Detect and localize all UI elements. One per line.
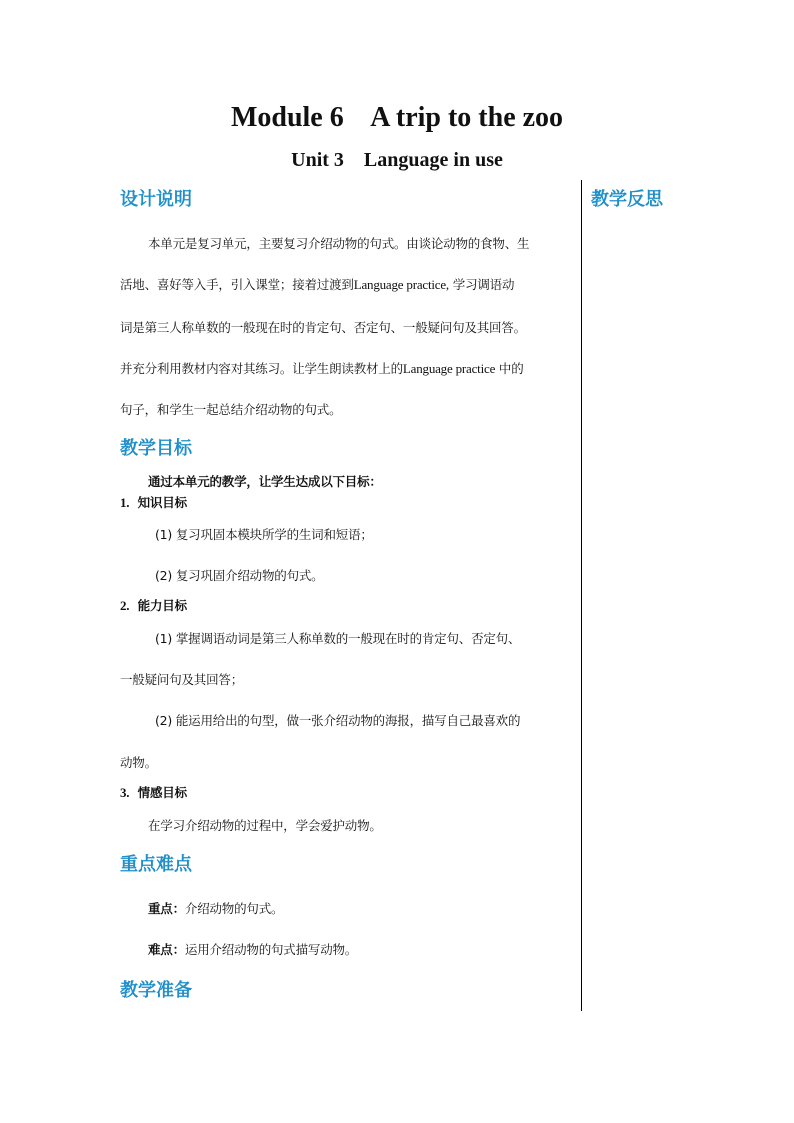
goals-heading: 教学目标 xyxy=(120,438,192,459)
design-line-2 xyxy=(120,277,580,293)
design-line-4-b: 中的 xyxy=(495,361,524,376)
design-line-4-a: 并充分利用教材内容对其练习。让学生朗读教材上的 xyxy=(120,361,403,376)
design-line-2-latin: Language practice, xyxy=(353,277,449,292)
emotion-goal-label: 情感目标 xyxy=(137,785,187,800)
page-subtitle: Unit 3 Language in use xyxy=(291,149,503,171)
ability-goal-2-line-1: (2) 能运用给出的句型，做一张介绍动物的海报，描写自己最喜欢的 xyxy=(155,713,521,728)
design-line-3: 词是第三人称单数的一般现在时的肯定句、否定句、一般疑问句及其回答。 xyxy=(120,320,526,335)
ability-goal-1-line-2: 一般疑问句及其回答； xyxy=(120,672,244,687)
ability-goal-1-line-1: (1) 掌握调语动词是第三人称单数的一般现在时的肯定句、否定句、 xyxy=(155,631,521,646)
key-points-heading: 重点难点 xyxy=(120,854,192,875)
design-line-5: 句子，和学生一起总结介绍动物的句式。 xyxy=(120,402,342,417)
design-line-4 xyxy=(120,361,580,377)
ability-goal-2-line-2: 动物。 xyxy=(120,755,157,770)
key-point-text: 介绍动物的句式。 xyxy=(184,901,284,916)
key-point xyxy=(148,901,608,917)
key-point-label: 重点： xyxy=(148,901,185,916)
column-divider xyxy=(581,180,582,1011)
knowledge-goal-title xyxy=(120,495,580,511)
reflection-heading: 教学反思 xyxy=(591,189,663,210)
ability-goal-label: 能力目标 xyxy=(137,598,187,613)
goals-intro: 通过本单元的教学，让学生达成以下目标： xyxy=(148,474,382,489)
difficulty-point-label: 难点： xyxy=(148,942,185,957)
design-line-2-b: 学习调语动 xyxy=(449,277,515,292)
emotion-goal-1: 在学习介绍动物的过程中，学会爱护动物。 xyxy=(148,818,382,833)
difficulty-point-text: 运用介绍动物的句式描写动物。 xyxy=(184,942,358,957)
page-title: Module 6 A trip to the zoo xyxy=(230,102,564,133)
preparation-heading: 教学准备 xyxy=(120,980,192,1001)
emotion-goal-title xyxy=(120,785,580,801)
knowledge-goal-1: (1) 复习巩固本模块所学的生词和短语； xyxy=(155,527,373,542)
design-heading: 设计说明 xyxy=(120,189,192,210)
emotion-goal-number: 3. xyxy=(120,785,130,800)
knowledge-goal-number: 1. xyxy=(120,495,130,510)
ability-goal-title xyxy=(120,598,580,614)
design-line-2-a: 活地、喜好等入手，引入课堂；接着过渡到 xyxy=(120,277,354,292)
difficulty-point xyxy=(148,942,608,958)
knowledge-goal-label: 知识目标 xyxy=(137,495,187,510)
design-line-4-latin: Language practice xyxy=(402,361,496,376)
design-line-1: 本单元是复习单元，主要复习介绍动物的句式。由谈论动物的食物、生 xyxy=(148,236,530,251)
ability-goal-number: 2. xyxy=(120,598,130,613)
knowledge-goal-2: (2) 复习巩固介绍动物的句式。 xyxy=(155,568,324,583)
